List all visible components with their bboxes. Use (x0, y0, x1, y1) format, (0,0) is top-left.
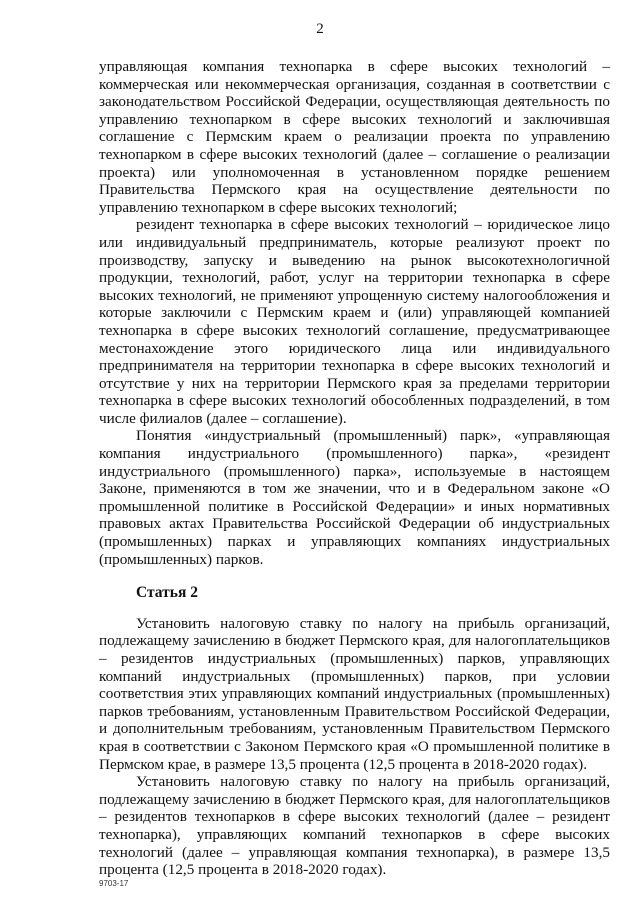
concepts-industrial-park-paragraph: Понятия «индустриальный (промышленный) парк», «управляющая компания индустриального (промышленного) парка», «резидент индустриального (промышленного) парка», используемые в настоящем Законе, применяются в том же значении, что и в Федеральном законе «О промышленной политике в Российской Федерации» и иных нормативных правовых актах Правительства Российской Федерации об индустриальных (промышленных) парках и управляющих компаниях индустриальных (промышленных) парков. (99, 427, 610, 568)
definition-managing-company-paragraph: управляющая компания технопарка в сфере высоких технологий – коммерческая или некоммерческая организация, созданная в соответствии с законодательством Российской Федерации, осуществляющая деятельность по управлению технопарком в сфере высоких технологий и заключившая соглашение с Пермским краем о реализации проекта по управлению технопарком в сфере высоких технологий (далее – соглашение о реализации проекта) или уполномоченная в установленном порядке решением Правительства Пермского края на осуществление деятельности по управлению технопарком в сфере высоких технологий; (99, 58, 610, 216)
article-heading: Статья 2 (136, 584, 198, 602)
article-2-paragraph-2: Установить налоговую ставку по налогу на прибыль организаций, подлежащему зачислению в бюджет Пермского края, для налогоплательщиков – резидентов технопарков в сфере высоких технологий (далее – резидент технопарка), управляющих компаний технопарков в сфере высоких технологий (далее – управляющая компания технопарка), в размере 13,5 процента (12,5 процента в 2018-2020 годах). (99, 773, 610, 879)
page-number: 2 (316, 21, 324, 37)
article-2-paragraph-1: Установить налоговую ставку по налогу на прибыль организаций, подлежащему зачислению в бюджет Пермского края, для налогоплательщиков – резидентов индустриальных (промышленных) парков, управляющих компаний индустриальных (промышленных) парков, при условии соответствия этих управляющих компаний индустриальных (промышленных) парков требованиям, установленным Правительством Российской Федерации, и дополнительным требованиям, установленным Правительством Пермского края в соответствии с Законом Пермского края «О промышленной политике в Пермском крае, в размере 13,5 процента (12,5 процента в 2018-2020 годах). (99, 614, 610, 773)
definition-resident-paragraph: резидент технопарка в сфере высоких технологий – юридическое лицо или индивидуальный предприниматель, которые реализуют проект по производству, запуску и выведению на рынок высокотехнологичной продукции, технологий, работ, услуг на территории технопарка в сфере высоких технологий, не применяют упрощенную систему налогообложения и которые заключили с Пермским краем и (или) управляющей компанией технопарка в сфере высоких технологий соглашение, предусматривающее местонахождение этого юридического лица или индивидуального предпринимателя на территории технопарка в сфере высоких технологий и отсутствие у них на территории Пермского края за пределами территории технопарка в сфере высоких технологий обособленных подразделений, в том числе филиалов (далее – соглашение). (99, 216, 610, 427)
document-footer-code: 9703-17 (99, 879, 129, 888)
document-body (99, 58, 610, 879)
